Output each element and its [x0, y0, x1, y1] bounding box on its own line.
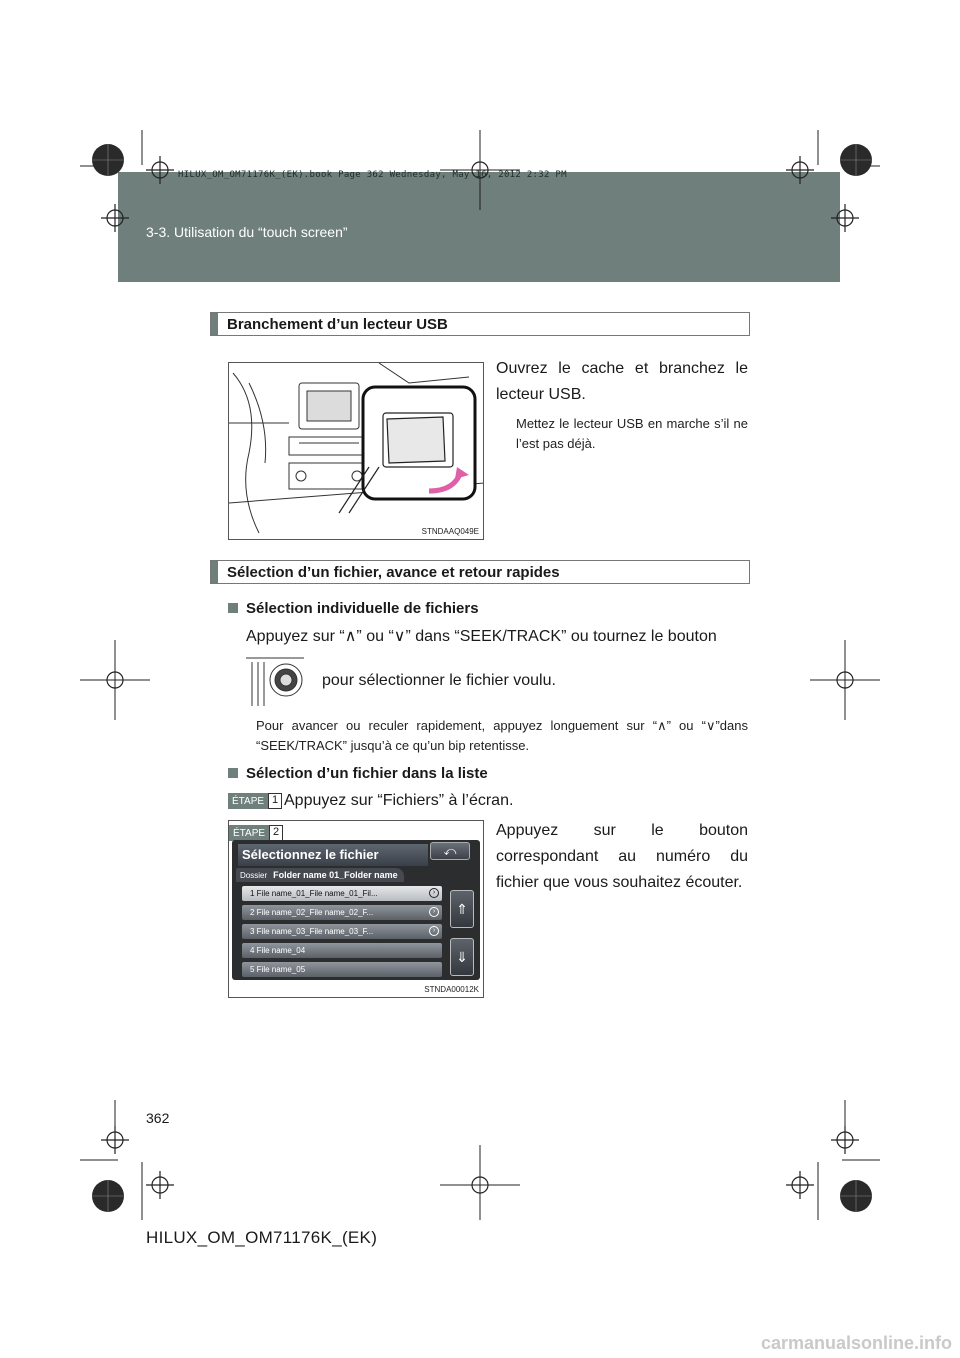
square-bullet-icon	[228, 768, 238, 778]
back-button[interactable]: ⤺	[430, 842, 470, 860]
folder-tab: Dossier Folder name 01_Folder name	[236, 868, 404, 882]
step-1-text: Appuyez sur “Fichiers” à l’écran.	[284, 792, 514, 809]
usb-note: Mettez le lecteur USB en marche s’il ne l’est pas déjà.	[516, 416, 748, 451]
file-row-3[interactable]: 3 File name_03_File name_03_F... ›	[242, 924, 442, 939]
step-2-badge: ÉTAPE 2	[229, 825, 283, 841]
section-tab	[211, 561, 218, 583]
subsection-heading-individual: Sélection individuelle de fichiers	[228, 600, 479, 617]
scroll-up-button[interactable]: ⇑	[450, 890, 474, 928]
usb-instruction: Ouvrez le cache et branchez le lecteur USB.	[496, 360, 748, 403]
page-number: 362	[146, 1110, 170, 1126]
subsection-heading-list: Sélection d’un fichier dans la liste	[228, 765, 488, 782]
touch-screen	[232, 840, 480, 980]
document-code: HILUX_OM_OM71176K_(EK)	[146, 1228, 378, 1247]
section-tab	[211, 313, 218, 335]
square-bullet-icon	[228, 603, 238, 613]
section-bar-usb	[210, 312, 750, 336]
tuning-knob-illustration	[244, 656, 308, 708]
file-row-1[interactable]: 1 File name_01_File name_01_Fil... ›	[242, 886, 442, 901]
step-2-text: Appuyez sur le bouton correspondant au numéro du fichier que vous souhaitez écouter.	[496, 822, 748, 891]
print-stamp: HILUX_OM_OM71176K_(EK).book Page 362 Wednesday, May 16, 2012 2:32 PM	[178, 170, 567, 180]
chevron-right-icon: ›	[429, 907, 439, 917]
section-title-usb: Branchement d’un lecteur USB	[227, 316, 448, 333]
dashboard-usb-icon	[229, 363, 484, 540]
individual-instruction-1: Appuyez sur “∧” ou “∨” dans “SEEK/TRACK” ou tournez le bouton	[246, 628, 717, 645]
knob-icon	[244, 656, 308, 708]
section-title-file: Sélection d’un fichier, avance et retour rapides	[227, 564, 560, 581]
usb-port-illustration	[228, 362, 484, 540]
screen-title: Sélectionnez le fichier	[238, 844, 428, 866]
chevron-right-icon: ›	[429, 926, 439, 936]
watermark: carmanualsonline.info	[760, 1333, 952, 1353]
file-row-4[interactable]: 4 File name_04	[242, 943, 442, 958]
individual-instruction-2: pour sélectionner le fichier voulu.	[322, 672, 556, 689]
scroll-down-button[interactable]: ⇓	[450, 938, 474, 976]
section-breadcrumb: 3-3. Utilisation du “touch screen”	[146, 224, 348, 240]
section-bar-file	[210, 560, 750, 584]
step-1-badge: ÉTAPE 1	[228, 793, 282, 809]
image-code: STNDA00012K	[424, 985, 479, 994]
file-row-5[interactable]: 5 File name_05	[242, 962, 442, 977]
file-row-2[interactable]: 2 File name_02_File name_02_F... ›	[242, 905, 442, 920]
chevron-right-icon: ›	[429, 888, 439, 898]
fast-forward-note: Pour avancer ou reculer rapidement, appuyez longuement sur “∧” ou “∨”dans “SEEK/TRACK” jusqu’à ce qu’un bip retentisse.	[256, 718, 748, 753]
image-code: STNDAAQ049E	[421, 527, 479, 536]
